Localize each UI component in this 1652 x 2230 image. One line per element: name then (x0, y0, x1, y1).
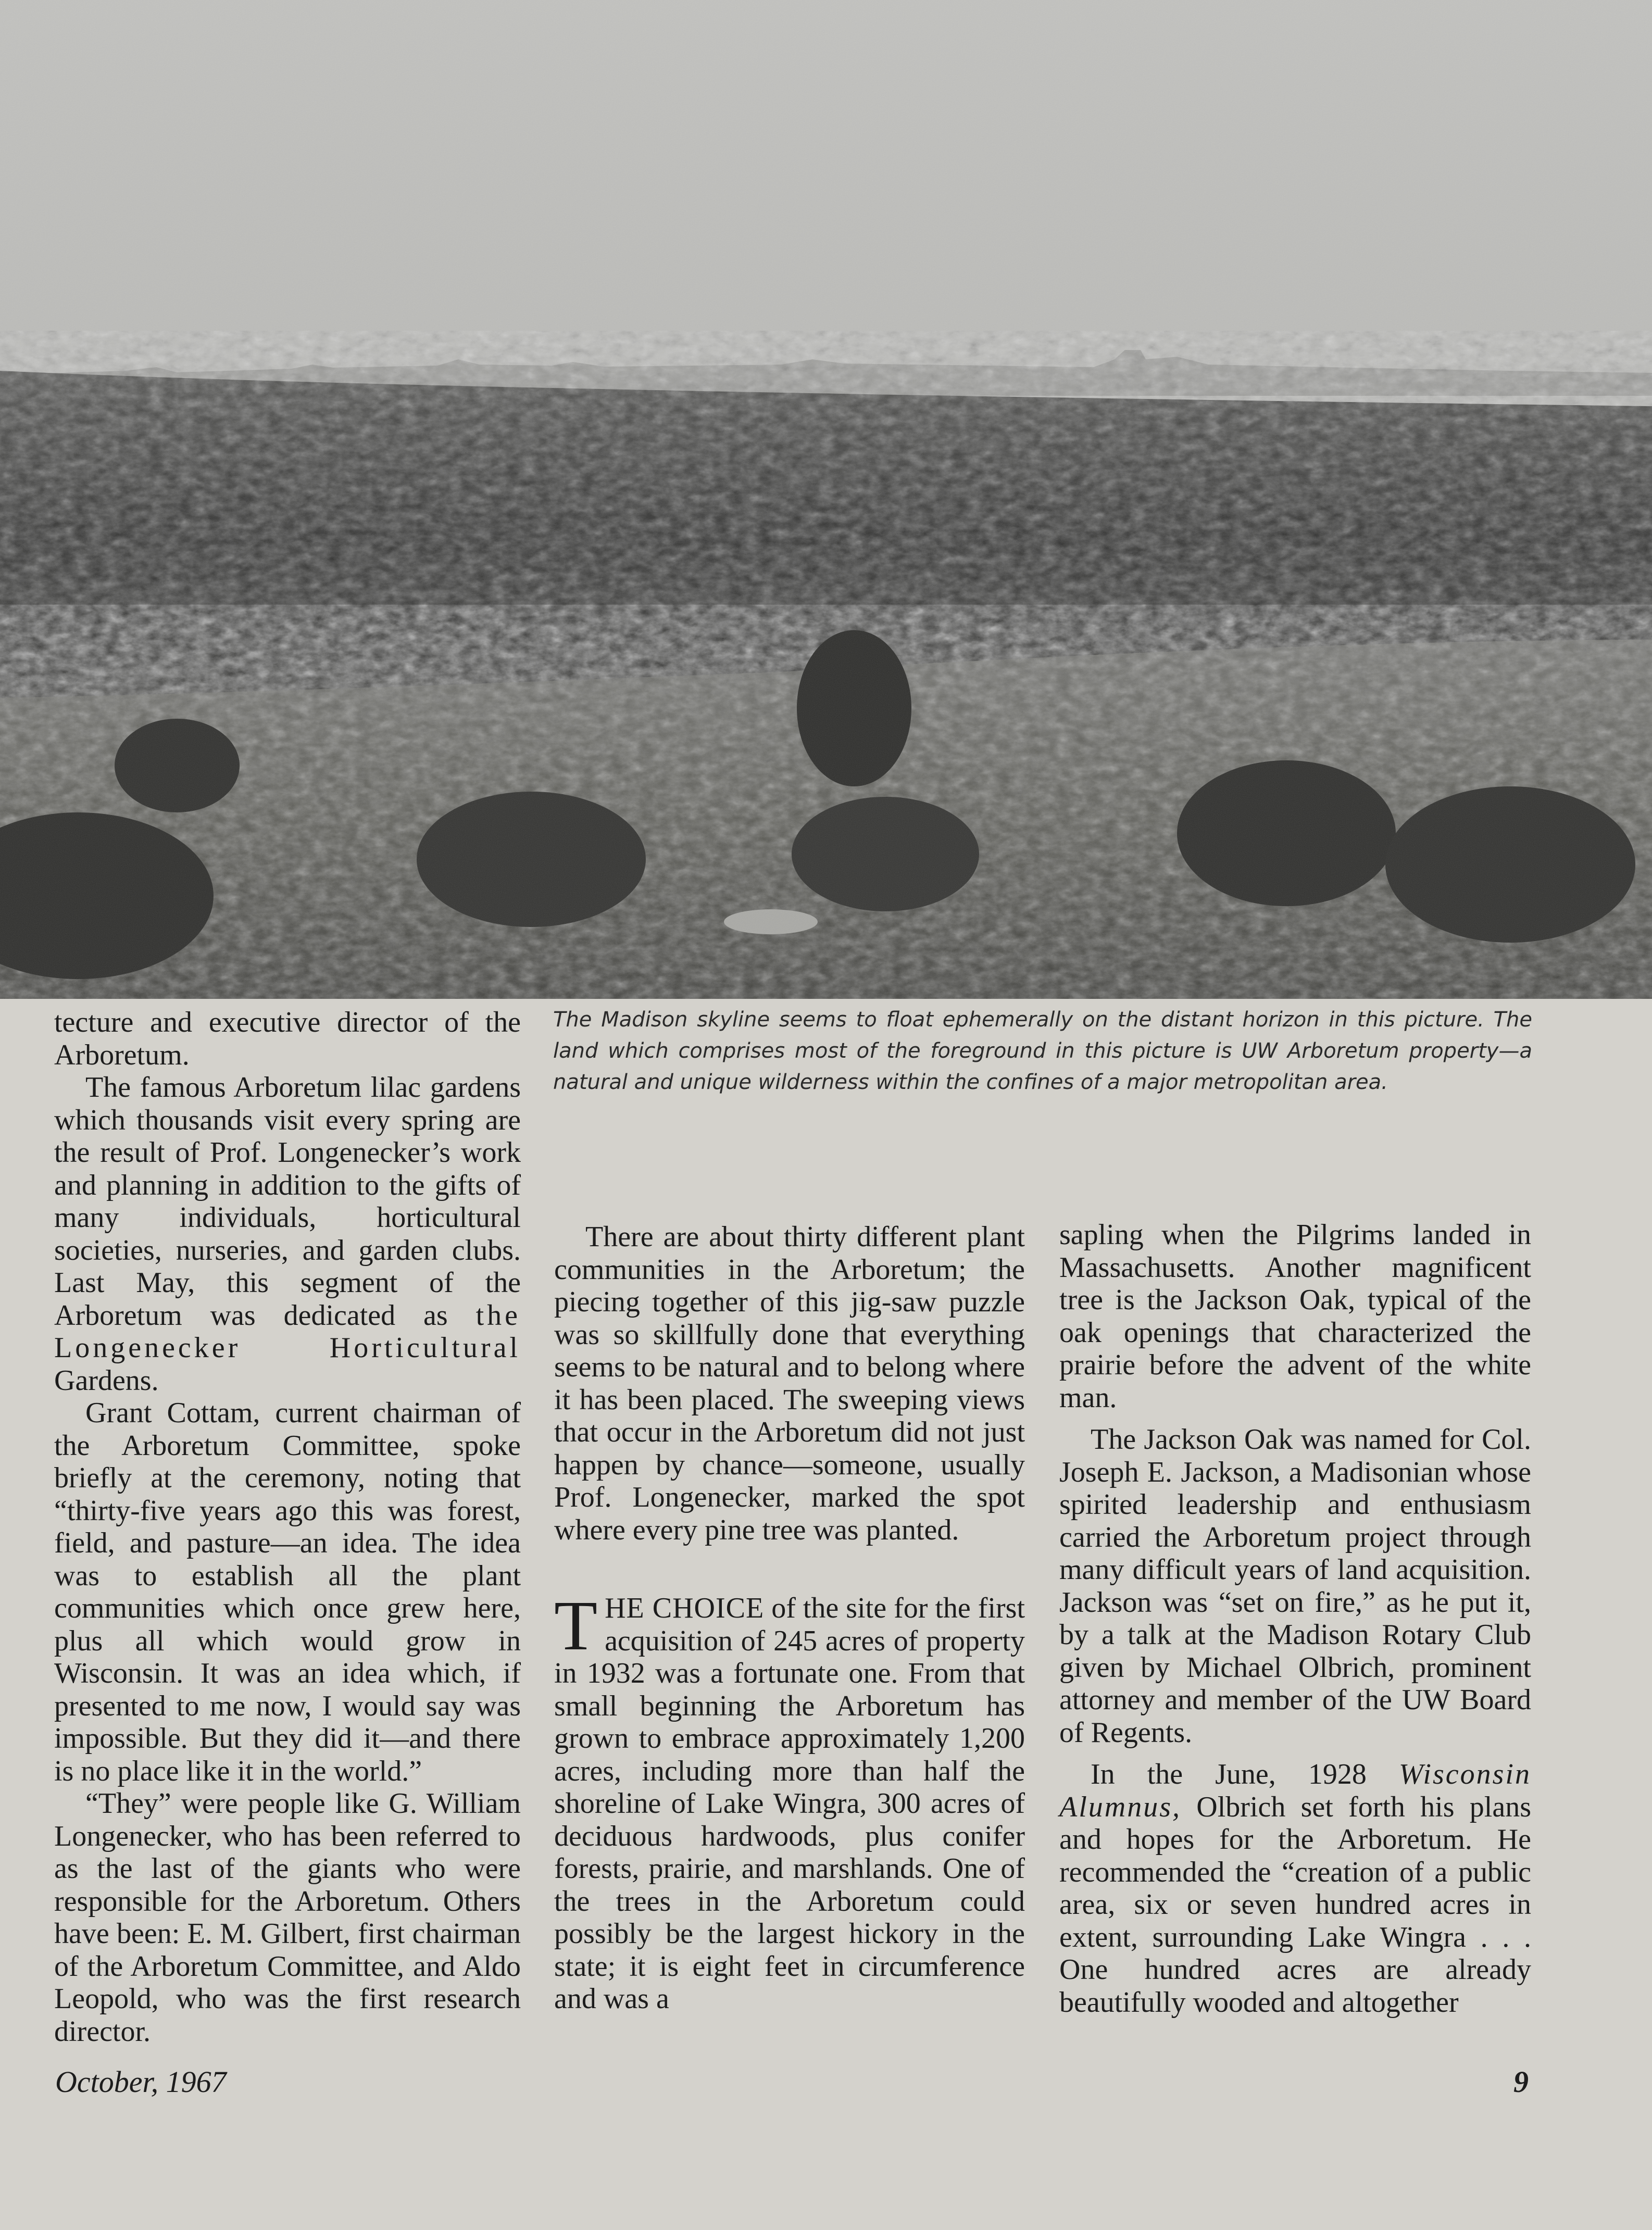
photo-caption: The Madison skyline seems to float ephemerally on the distant horizon in this picture. The land which comprises most of the foreground in this picture is UW Arboretum property—a natural and unique wilderness within the confines of a major metropolitan area. (553, 1008, 1532, 1094)
paragraph: “They” were people like G. William Longenecker, who has been referred to as the last of the giants who were responsible for the Arboretum. Others have been: E. M. Gilbert, first chairman of the Arboretum Committee, and Aldo Leopold, who was the first research director. (54, 1787, 521, 2048)
landscape-photo (0, 0, 1652, 999)
drop-cap: T (554, 1587, 598, 1665)
paragraph: tecture and executive director of the Arboretum. (54, 1006, 521, 1071)
publication-title: Wisconsin Alumnus, (1059, 1758, 1531, 1823)
paragraph (1059, 1758, 1531, 2019)
paragraph (54, 1071, 521, 1397)
paragraph: sapling when the Pilgrims landed in Massachusetts. Another magnificent tree is the Jackson Oak, typical of the oak openings that characterized the prairie before the advent of the white man. (1059, 1219, 1531, 1414)
paragraph: Grant Cottam, current chairman of the Arboretum Committee, spoke briefly at the ceremony, noting that “thirty-five years ago this was forest, field, and pasture—an idea. The idea was to establish all the plant communities which once grew here, plus all which would grow in Wisconsin. It was an idea which, if presented to me now, I would say was impossible. But they did it—and there is no place like it in the world.” (54, 1397, 521, 1787)
paragraph-text: The famous Arboretum lilac gardens which thousands visit every spring are the result of Prof. Longenecker’s work and planning in addition to the gifts of many individuals, horticultural societies, nurseries, and garden clubs. Last May, this segment of the Arboretum was dedicated as (54, 1071, 521, 1332)
spaced-text: the Longenecker Horticultural (54, 1299, 521, 1364)
paragraph: The Jackson Oak was named for Col. Joseph E. Jackson, a Madisonian whose spirited leadership and enthusiasm carried the Arboretum project through many difficult years of land acquisition. Jackson was “set on fire,” as he put it, by a talk at the Madison Rotary Club given by Michael Olbrich, prominent attorney and member of the UW Board of Regents. (1059, 1423, 1531, 1749)
article-column-2 (554, 1221, 1025, 2015)
issue-date: October, 1967 (55, 2065, 227, 2099)
arboretum-photo-image (0, 0, 1652, 999)
paragraph-text: In the June, 1928 (1091, 1758, 1367, 1790)
paragraph-text: Olbrich set forth his plans and hopes for the Arboretum. He recommended the “creation of a public area, six or seven hundred acres in extent, surrounding Lake Wingra . . . One hundred acres are already beautifully wooded and altogether (1059, 1790, 1531, 2019)
paragraph-text: of the site for the first acquisition of 245 acres of property in 1932 was a fortunate one. From that small beginning the Arboretum has grown to embrace approximately 1,200 acres, including more than half the shoreline of Lake Wingra, 300 acres of deciduous hardwoods, plus conifer forests, prairie, and marshlands. One of the trees in the Arboretum could possibly be the largest hickory in the state; it is eight feet in circumference and was a (554, 1592, 1025, 2015)
paragraph: There are about thirty different plant communities in the Arboretum; the piecing together of this jig-saw puzzle was so skillfully done that everything seems to be natural and to belong where it has been placed. The sweeping views that occur in the Arboretum did not just happen by chance—someone, usually Prof. Longenecker, marked the spot where every pine tree was planted. (554, 1221, 1025, 1546)
small-caps-lead: HE CHOICE (605, 1592, 765, 1624)
page-number: 9 (1513, 2065, 1529, 2099)
article-column-1 (54, 1006, 521, 2048)
section-opening-paragraph (554, 1587, 1025, 2015)
article-column-3 (1059, 1219, 1531, 2019)
paragraph-text: Gardens. (54, 1364, 159, 1397)
